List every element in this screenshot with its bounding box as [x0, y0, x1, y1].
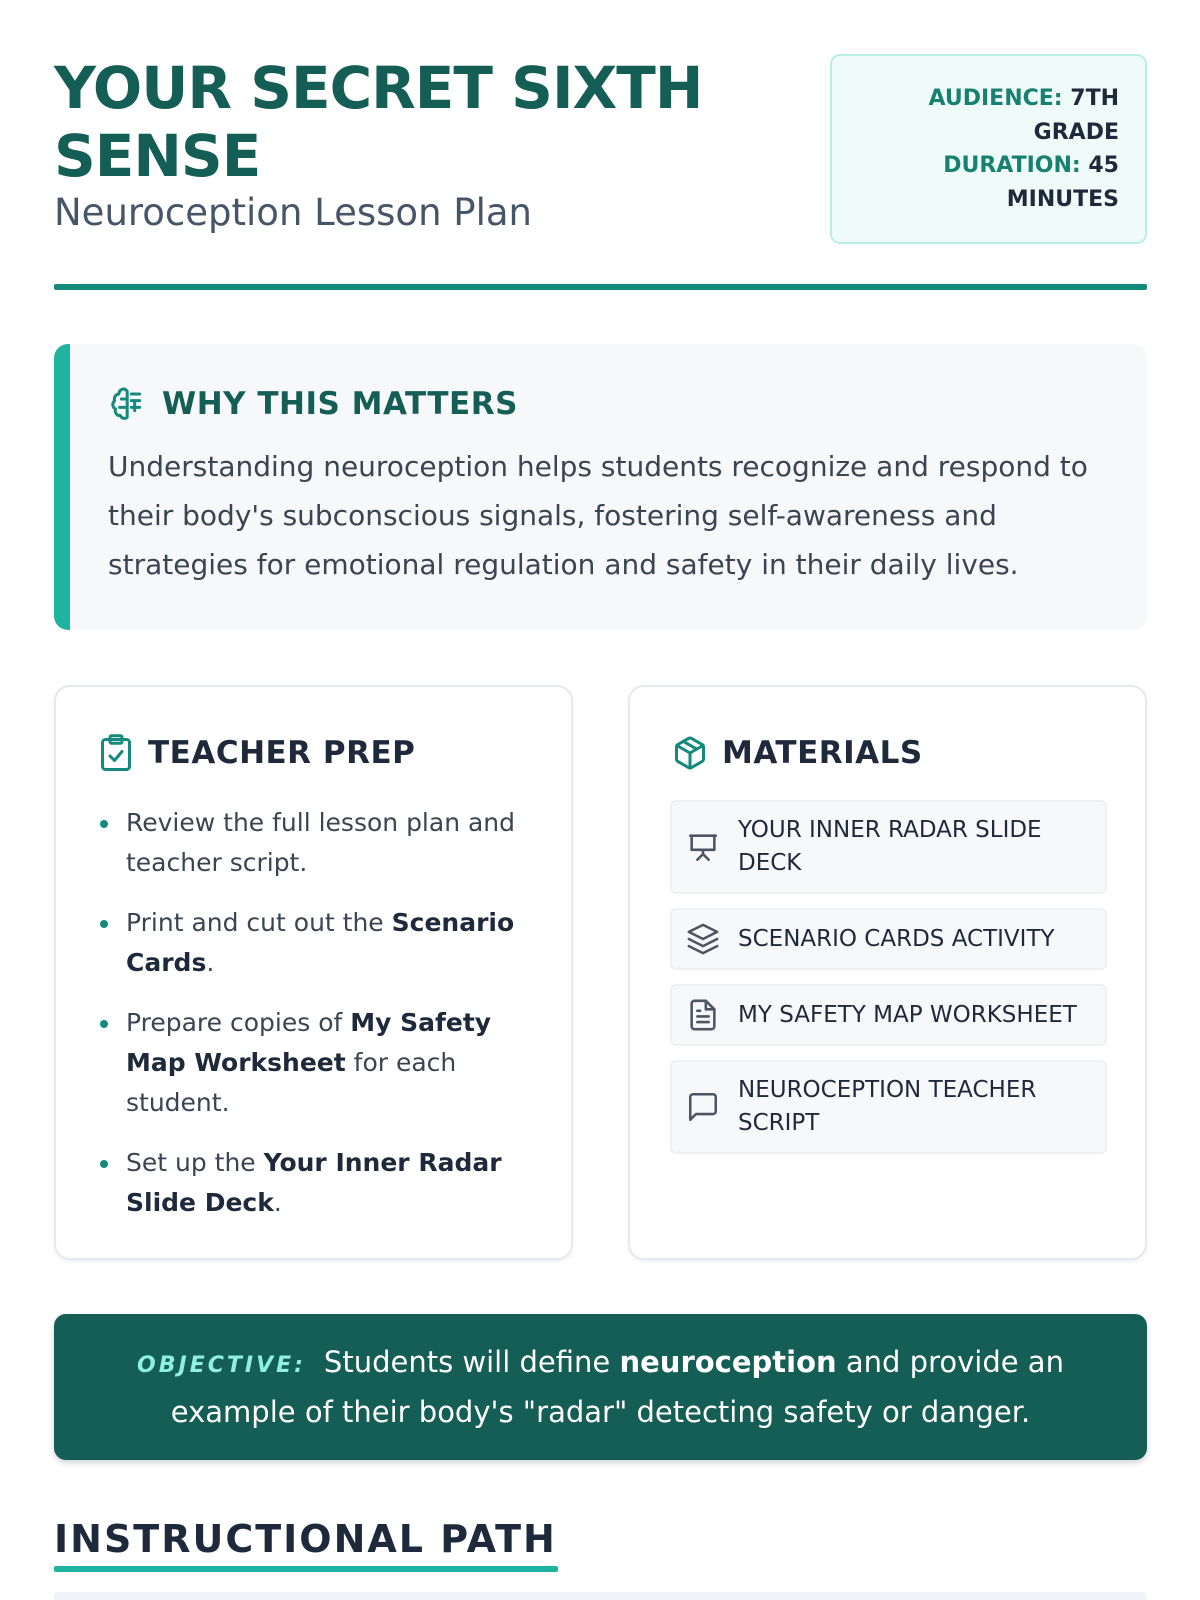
why-text: Understanding neuroception helps students recognize and respond to their body's subconscious signals, fostering self-awareness and strategies for emotional regulation and safety in their daily lives. — [108, 450, 1088, 581]
duration-key: DURATION: — [943, 153, 1081, 178]
lesson-header — [54, 54, 1147, 294]
prep-item — [98, 1143, 538, 1223]
material-label: NEUROCEPTION TEACHER SCRIPT — [738, 1077, 1037, 1136]
teacher-prep-list — [98, 803, 538, 1243]
materials-title: MATERIALS — [722, 735, 923, 771]
audience-value: 7TH GRADE — [1033, 86, 1119, 145]
duration-line — [858, 149, 1119, 216]
page-subtitle: Neuroception Lesson Plan — [54, 191, 533, 234]
objective-post: and provide an example of their body's "radar" detecting safety or danger. — [170, 1344, 1064, 1429]
package-icon — [672, 733, 708, 773]
duration-value: 45 MINUTES — [1006, 153, 1119, 212]
next-section-edge — [54, 1592, 1147, 1600]
materials-list — [670, 800, 1107, 1168]
brain-icon — [108, 384, 148, 424]
prep-item-text: Set up the — [126, 1148, 264, 1177]
why-heading — [108, 380, 1107, 428]
audience-line — [858, 82, 1119, 149]
prep-item — [98, 903, 538, 983]
materials-heading — [672, 729, 923, 777]
speech-bubble-icon — [686, 1090, 720, 1124]
teacher-prep-heading — [98, 729, 415, 777]
why-title: WHY THIS MATTERS — [162, 386, 518, 422]
objective-text — [88, 1339, 1113, 1436]
page-title: YOUR SECRET SIXTH SENSE — [54, 54, 703, 190]
material-item[interactable] — [670, 908, 1107, 970]
prep-item-text: . — [206, 948, 215, 977]
prep-item — [98, 803, 538, 883]
materials-card — [628, 685, 1147, 1260]
material-item[interactable] — [670, 984, 1107, 1046]
material-item[interactable] — [670, 800, 1107, 894]
lesson-meta-box — [830, 54, 1147, 244]
prep-item-bold: Your Inner Radar Slide Deck — [126, 1148, 502, 1217]
material-label: SCENARIO CARDS ACTIVITY — [738, 925, 1055, 952]
header-divider — [54, 284, 1147, 290]
clipboard-check-icon — [98, 733, 134, 773]
document-icon — [686, 998, 720, 1032]
objective-bold: neuroception — [619, 1344, 837, 1379]
prep-item — [98, 1003, 538, 1123]
prep-item-text: Review the full lesson plan and teacher script. — [126, 808, 516, 877]
material-item[interactable] — [670, 1060, 1107, 1154]
material-label: YOUR INNER RADAR SLIDE DECK — [738, 817, 1042, 876]
prep-item-text: . — [273, 1188, 282, 1217]
prep-item-bold: Scenario Cards — [126, 908, 515, 977]
instructional-path-underline — [54, 1566, 558, 1572]
prep-item-text: for each student. — [126, 1048, 457, 1117]
objective-banner — [54, 1314, 1147, 1460]
teacher-prep-title: TEACHER PREP — [148, 735, 416, 771]
objective-pre: Students will define — [323, 1344, 620, 1379]
audience-key: AUDIENCE: — [928, 86, 1063, 111]
layers-icon — [686, 922, 720, 956]
why-this-matters-panel — [54, 344, 1147, 630]
prep-item-text: Print and cut out the — [126, 908, 392, 937]
teacher-prep-card — [54, 685, 573, 1260]
presentation-icon — [686, 830, 720, 864]
prep-item-text: Prepare copies of — [126, 1008, 351, 1037]
objective-label: OBJECTIVE: — [137, 1352, 306, 1378]
prep-item-bold: My Safety Map Worksheet — [126, 1008, 492, 1077]
material-label: MY SAFETY MAP WORKSHEET — [738, 1001, 1077, 1028]
instructional-path-heading: INSTRUCTIONAL PATH — [54, 1517, 557, 1561]
